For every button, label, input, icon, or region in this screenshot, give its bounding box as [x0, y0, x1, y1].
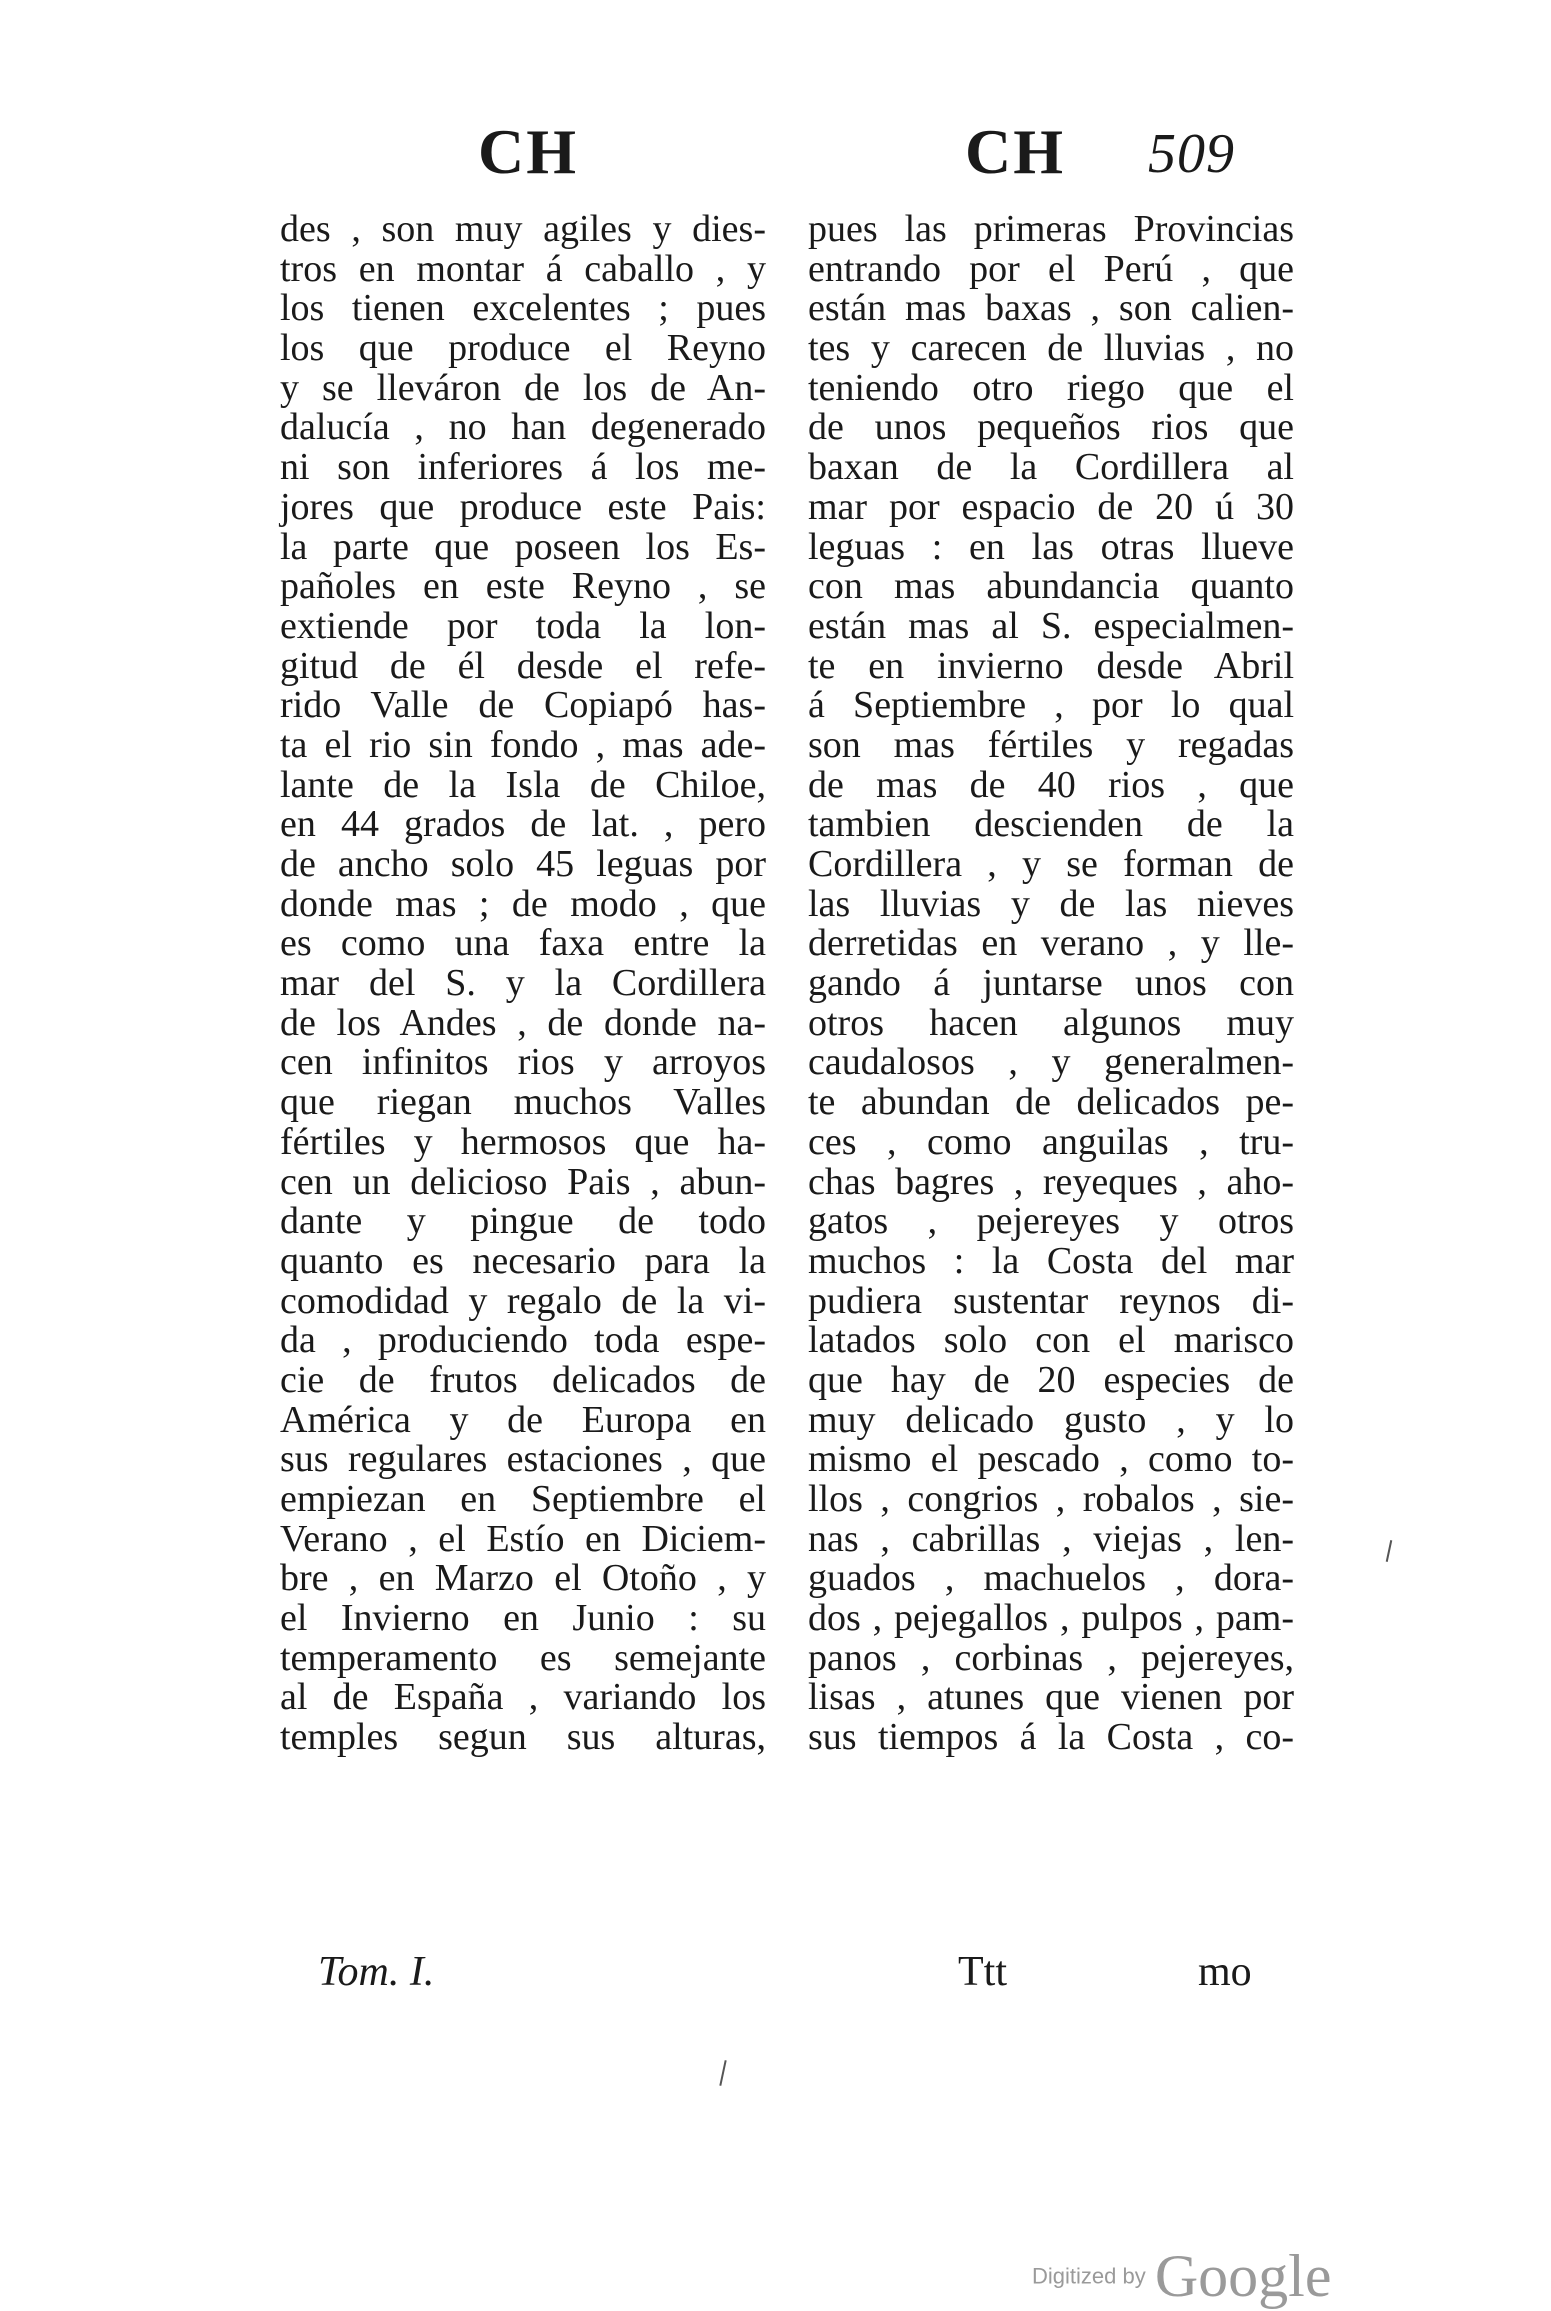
- right-column-line: otros hacen algunos muy: [808, 1001, 1294, 1044]
- right-column-line: ces , como anguilas , tru-: [808, 1120, 1294, 1163]
- left-column-line: fértiles y hermosos que ha-: [280, 1120, 766, 1163]
- right-column-line: las lluvias y de las nieves: [808, 882, 1294, 925]
- stray-ink-mark: [719, 2060, 726, 2086]
- left-column-line: es como una faxa entre la: [280, 922, 766, 965]
- right-column-line: están mas baxas , son calien-: [808, 287, 1294, 330]
- volume-mark: Tom. I.: [318, 1949, 435, 1995]
- left-column-line: cen un delicioso Pais , abun-: [280, 1160, 766, 1203]
- left-column-line: comodidad y regalo de la vi-: [280, 1279, 766, 1322]
- right-column-line: mismo el pescado , como to-: [808, 1438, 1294, 1481]
- right-column-line: te abundan de delicados pe-: [808, 1081, 1294, 1124]
- left-column-line: dante y pingue de todo: [280, 1200, 766, 1243]
- running-head-left: CH: [478, 116, 578, 187]
- right-column-line: leguas : en las otras llueve: [808, 525, 1294, 568]
- right-column-line: están mas al S. especialmen-: [808, 604, 1294, 647]
- right-column-line: te en invierno desde Abril: [808, 644, 1294, 687]
- left-column-line: temples segun sus alturas,: [280, 1716, 766, 1759]
- catchword: mo: [1198, 1949, 1252, 1995]
- right-column-line: derretidas en verano , y lle-: [808, 922, 1294, 965]
- right-column-line: pues las primeras Provincias: [808, 208, 1294, 250]
- right-column-line: caudalosos , y generalmen-: [808, 1041, 1294, 1084]
- right-column-line: lisas , atunes que vienen por: [808, 1676, 1294, 1719]
- right-column-line: pudiera sustentar reynos di-: [808, 1279, 1294, 1322]
- left-column-line: América y de Europa en: [280, 1398, 766, 1441]
- left-column-line: ta el rio sin fondo , mas ade-: [280, 723, 766, 766]
- left-column-line: los tienen excelentes ; pues: [280, 287, 766, 330]
- left-column-line: la parte que poseen los Es-: [280, 525, 766, 568]
- left-column-line: jores que produce este Pais:: [280, 485, 766, 528]
- left-column-line: de los Andes , de donde na-: [280, 1001, 766, 1044]
- left-column-line: mar del S. y la Cordillera: [280, 962, 766, 1005]
- digitization-watermark: [1032, 2242, 1331, 2311]
- right-column-line: mar por espacio de 20 ú 30: [808, 485, 1294, 528]
- right-column-line: nas , cabrillas , viejas , len-: [808, 1517, 1294, 1560]
- left-column-line: gitud de él desde el refe-: [280, 644, 766, 687]
- right-text-column: [808, 210, 1294, 1758]
- right-column-line: latados solo con el marisco: [808, 1319, 1294, 1362]
- left-column-line: dalucía , no han degenerado: [280, 406, 766, 449]
- right-column-line: baxan de la Cordillera al: [808, 446, 1294, 489]
- right-column-line: son mas fértiles y regadas: [808, 723, 1294, 766]
- left-column-line: donde mas ; de modo , que: [280, 882, 766, 925]
- left-column-line: bre , en Marzo el Otoño , y: [280, 1557, 766, 1600]
- left-column-line: cie de frutos delicados de: [280, 1358, 766, 1401]
- left-column-line: rido Valle de Copiapó has-: [280, 684, 766, 727]
- left-column-line: ni son inferiores á los me-: [280, 446, 766, 489]
- right-column-line: á Septiembre , por lo qual: [808, 684, 1294, 727]
- page-number: 509: [1148, 123, 1235, 185]
- right-column-line: de unos pequeños rios que: [808, 406, 1294, 449]
- left-column-line: y se lleváron de los de An-: [280, 366, 766, 409]
- left-column-line: des , son muy agiles y dies-: [280, 208, 766, 250]
- right-column-line: dos , pejegallos , pulpos , pam-: [808, 1597, 1294, 1640]
- left-column-line: temperamento es semejante: [280, 1636, 766, 1679]
- right-column-line: con mas abundancia quanto: [808, 565, 1294, 608]
- right-column-line: muchos : la Costa del mar: [808, 1239, 1294, 1282]
- left-column-line: extiende por toda la lon-: [280, 604, 766, 647]
- left-column-line: cen infinitos rios y arroyos: [280, 1041, 766, 1084]
- left-text-column: [280, 210, 766, 1758]
- left-column-line: da , produciendo toda espe-: [280, 1319, 766, 1362]
- right-column-line: teniendo otro riego que el: [808, 366, 1294, 409]
- left-column-line: al de España , variando los: [280, 1676, 766, 1719]
- stray-ink-mark: [1386, 1540, 1393, 1562]
- left-column-line: lante de la Isla de Chiloe,: [280, 763, 766, 806]
- left-column-line: de ancho solo 45 leguas por: [280, 843, 766, 885]
- right-column-line: tambien descienden de la: [808, 803, 1294, 846]
- right-column-line: sus tiempos á la Costa , co-: [808, 1716, 1294, 1759]
- left-column-line: en 44 grados de lat. , pero: [280, 803, 766, 846]
- watermark-prefix: Digitized by: [1032, 2263, 1146, 2289]
- right-column-line: gando á juntarse unos con: [808, 962, 1294, 1005]
- right-column-line: de mas de 40 rios , que: [808, 763, 1294, 806]
- signature-mark: Ttt: [958, 1949, 1007, 1995]
- right-column-line: llos , congrios , robalos , sie-: [808, 1478, 1294, 1520]
- right-column-line: muy delicado gusto , y lo: [808, 1398, 1294, 1441]
- left-column-line: tros en montar á caballo , y: [280, 247, 766, 290]
- right-column-line: tes y carecen de lluvias , no: [808, 327, 1294, 370]
- right-column-line: gatos , pejereyes y otros: [808, 1200, 1294, 1243]
- right-column-line: entrando por el Perú , que: [808, 247, 1294, 290]
- left-column-line: sus regulares estaciones , que: [280, 1438, 766, 1481]
- watermark-logo: Google: [1154, 2243, 1332, 2309]
- right-column-line: que hay de 20 especies de: [808, 1358, 1294, 1401]
- left-column-line: empiezan en Septiembre el: [280, 1478, 766, 1520]
- right-column-line: Cordillera , y se forman de: [808, 843, 1294, 885]
- left-column-line: quanto es necesario para la: [280, 1239, 766, 1282]
- right-column-line: chas bagres , reyeques , aho-: [808, 1160, 1294, 1203]
- right-column-line: guados , machuelos , dora-: [808, 1557, 1294, 1600]
- left-column-line: el Invierno en Junio : su: [280, 1597, 766, 1640]
- left-column-line: que riegan muchos Valles: [280, 1081, 766, 1124]
- left-column-line: los que produce el Reyno: [280, 327, 766, 370]
- left-column-line: Verano , el Estío en Diciem-: [280, 1517, 766, 1560]
- right-column-line: panos , corbinas , pejereyes,: [808, 1636, 1294, 1679]
- left-column-line: pañoles en este Reyno , se: [280, 565, 766, 608]
- running-head-right: CH: [965, 116, 1065, 187]
